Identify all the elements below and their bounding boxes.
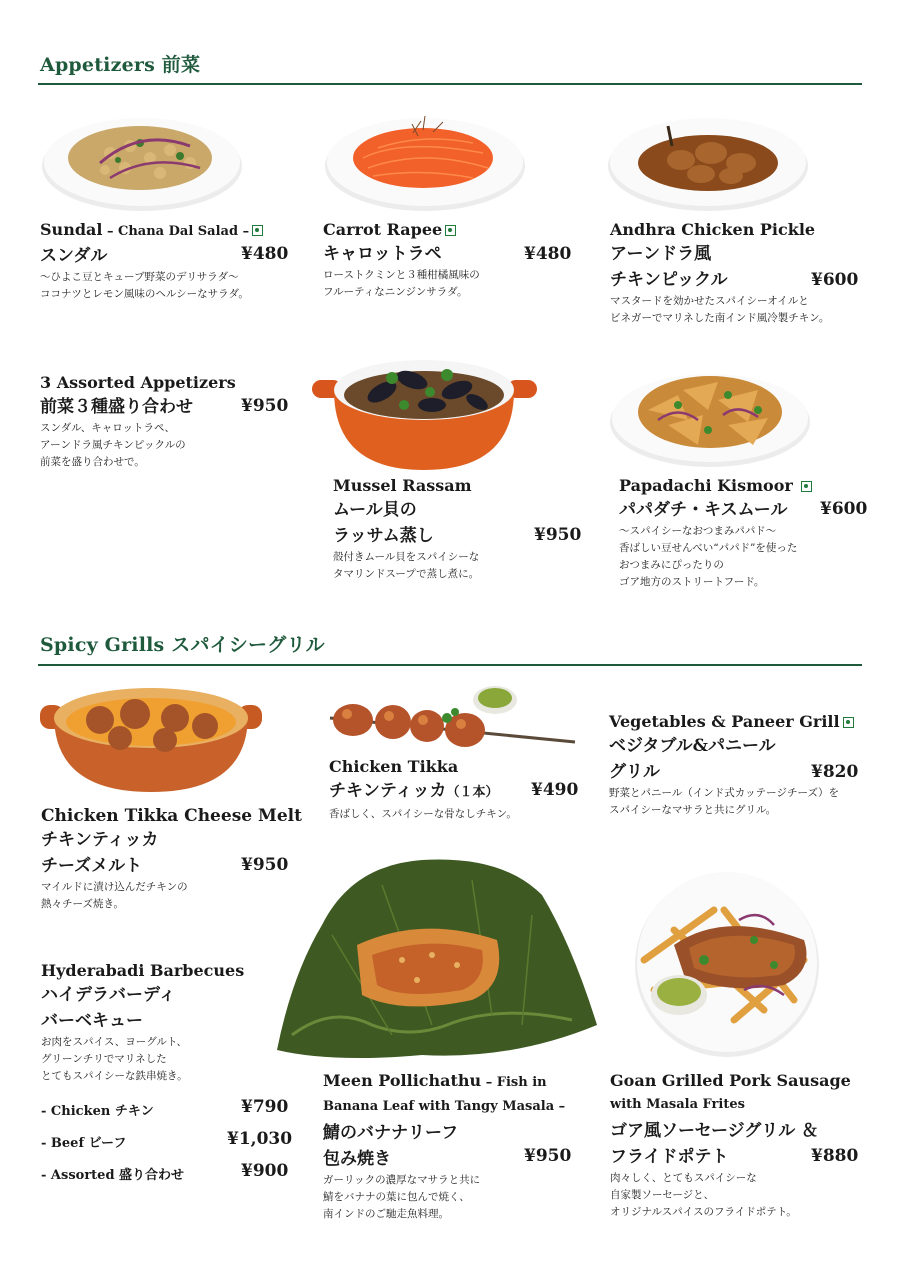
item-description: ゴア地方のストリートフード。 (619, 576, 765, 588)
option-label-beef: - Beef ビーフ (41, 1136, 127, 1151)
item-name-jp: チキンティッカ (41, 830, 159, 850)
menu-item-assorted-appetizers (40, 372, 236, 471)
goan-sausage-photo (604, 870, 850, 1060)
item-name-jp: ゴア風ソーセージグリル ＆ (610, 1121, 819, 1141)
item-name-jp: キャロットラペ (323, 244, 442, 264)
item-name-jp: ムール貝の (333, 500, 417, 520)
item-name-en: Andhra Chicken Pickle (610, 220, 816, 239)
option-label-chicken: - Chicken チキン (41, 1104, 154, 1119)
item-description: アーンドラ風チキンピックルの (40, 439, 186, 451)
menu-item-carrot-rapee (323, 219, 480, 301)
item-price: ¥880 (811, 1146, 859, 1166)
item-name-jp: ハイデラバーディ (41, 985, 176, 1005)
menu-item-papadachi-kismoor (619, 475, 812, 591)
item-name-jp: チーズメルト (41, 856, 143, 876)
option-price-assorted: ¥900 (241, 1161, 289, 1181)
item-price: ¥950 (534, 525, 582, 545)
item-description: フルーティなニンジンサラダ。 (323, 286, 468, 298)
veg-mark-icon (801, 481, 812, 492)
veg-mark-icon (445, 225, 456, 236)
item-description: 野菜とパニール（インド式カッテージチーズ）を (609, 787, 839, 799)
item-name-en: Mussel Rassam (333, 476, 472, 495)
item-name-jp: ラッサム蒸し (333, 526, 434, 546)
item-price: ¥480 (241, 244, 289, 264)
item-description: 南インドのご馳走魚料理。 (323, 1208, 449, 1220)
item-name-jp: グリル (609, 762, 660, 782)
item-name-jp: チキンピックル (610, 270, 728, 290)
item-price: ¥820 (811, 762, 859, 782)
item-description: 肉々しく、とてもスパイシーな (610, 1172, 757, 1184)
item-price: ¥600 (811, 270, 859, 290)
menu-item-chicken-tikka (329, 756, 517, 823)
item-description: とてもスパイシーな鉄串焼き。 (41, 1070, 188, 1082)
item-subtitle-en: Banana Leaf with Tangy Masala – (323, 1099, 566, 1114)
item-name-jp: 前菜３種盛り合わせ (40, 397, 193, 417)
option-price-beef: ¥1,030 (227, 1129, 293, 1149)
item-description: 熱々チーズ焼き。 (41, 898, 125, 910)
item-description: ガーリックの濃厚なマサラと共に (323, 1174, 481, 1186)
menu-item-hyderabadi-barbecues (41, 960, 244, 1085)
section-divider (38, 83, 862, 85)
item-description: ローストクミンと３種柑橘風味の (323, 269, 480, 281)
item-name-en: Hyderabadi Barbecues (41, 961, 245, 980)
meen-pollichathu-photo (272, 855, 602, 1065)
item-name-en: Meen Pollichathu (323, 1071, 482, 1090)
item-name-jp: パパダチ・キスムール (619, 500, 788, 520)
item-name-en: Sundal (40, 220, 103, 239)
menu-item-sundal (40, 219, 263, 303)
item-name-jp: フライドポテト (610, 1147, 729, 1167)
option-price-chicken: ¥790 (241, 1097, 289, 1117)
andhra-photo (606, 108, 811, 213)
menu-item-andhra-chicken-pickle (610, 219, 829, 327)
item-description: 自家製ソーセージと、 (610, 1189, 715, 1201)
item-name-jp: スンダル (40, 246, 108, 266)
option-label-assorted: - Assorted 盛り合わせ (41, 1168, 185, 1183)
item-name-en: 3 Assorted Appetizers (40, 373, 236, 392)
menu-item-mussel-rassam (333, 475, 479, 583)
item-name-jp: アーンドラ風 (610, 244, 712, 264)
item-price: ¥600 (820, 499, 868, 519)
sundal-photo (40, 108, 245, 213)
item-description: 殻付きムール貝をスパイシーな (333, 551, 480, 563)
item-price: ¥950 (241, 396, 289, 416)
item-name-en: Carrot Rapee (323, 220, 443, 239)
item-name-en: Papadachi Kismoor (619, 476, 793, 495)
item-description: スンダル、キャロットラペ、 (40, 422, 176, 434)
item-subtitle-en: with Masala Frites (610, 1097, 745, 1112)
carrot-photo (323, 108, 528, 213)
item-description: ビネガーでマリネした南インド風冷製チキン。 (610, 312, 830, 324)
item-name-en: Goan Grilled Pork Sausage (610, 1071, 851, 1090)
mussel-photo (312, 350, 537, 475)
item-price: ¥950 (524, 1146, 572, 1166)
veg-mark-icon (252, 225, 263, 236)
item-description: 香ばしく、スパイシーな骨なしチキン。 (329, 808, 517, 820)
item-name-jp: 鯖のバナナリーフ (323, 1123, 459, 1143)
item-description: スパイシーなマサラと共にグリル。 (609, 804, 777, 816)
item-description: おつまみにぴったりの (619, 559, 724, 571)
item-subtitle-en: – Fish in (481, 1075, 547, 1090)
section-divider (38, 664, 862, 666)
item-description: お肉をスパイス、ヨーグルト、 (41, 1036, 187, 1048)
item-description: マスタードを効かせたスパイシーオイルと (610, 295, 809, 307)
item-description: マイルドに漬け込んだチキンの (41, 881, 188, 893)
item-name-en: Chicken Tikka (329, 757, 459, 776)
item-name-jp: チキンティッカ (329, 781, 447, 801)
item-description: 〜ひよこ豆とキューブ野菜のデリサラダ〜 (40, 271, 239, 283)
item-name-en: Vegetables & Paneer Grill (609, 712, 840, 731)
papadachi-photo (608, 360, 813, 470)
cheese-melt-photo (40, 680, 262, 800)
item-price: ¥480 (524, 244, 572, 264)
item-description: 〜スパイシーなおつまみパパド〜 (619, 525, 777, 537)
item-price: ¥950 (241, 855, 289, 875)
item-name-jp: バーベキュー (41, 1011, 143, 1031)
item-description: 前菜を盛り合わせで。 (40, 456, 145, 468)
item-description: タマリンドスープで蒸し煮に。 (333, 568, 480, 580)
item-description: 香ばしい豆せんべい“パパド”を使った (619, 542, 798, 554)
item-name-en: Chicken Tikka Cheese Melt (41, 806, 302, 826)
item-name-jp: ベジタブル&パニール (609, 736, 776, 756)
item-description: オリジナルスパイスのフライドポテト。 (610, 1206, 797, 1218)
item-description: ココナツとレモン風味のヘルシーなサラダ。 (40, 288, 249, 300)
item-price: ¥490 (531, 780, 579, 800)
item-name-jp: 包み焼き (323, 1149, 391, 1169)
section-title-appetizers: Appetizers 前菜 (40, 54, 201, 76)
section-title-spicy-grills: Spicy Grills スパイシーグリル (40, 634, 325, 656)
veg-mark-icon (843, 717, 854, 728)
item-description: グリーンチリでマリネした (41, 1053, 167, 1065)
item-quantity: （１本） (446, 785, 499, 800)
item-subtitle-en: – Chana Dal Salad – (102, 224, 250, 239)
chicken-tikka-photo (325, 678, 580, 758)
item-description: 鯖をバナナの葉に包んで焼く、 (323, 1191, 470, 1203)
